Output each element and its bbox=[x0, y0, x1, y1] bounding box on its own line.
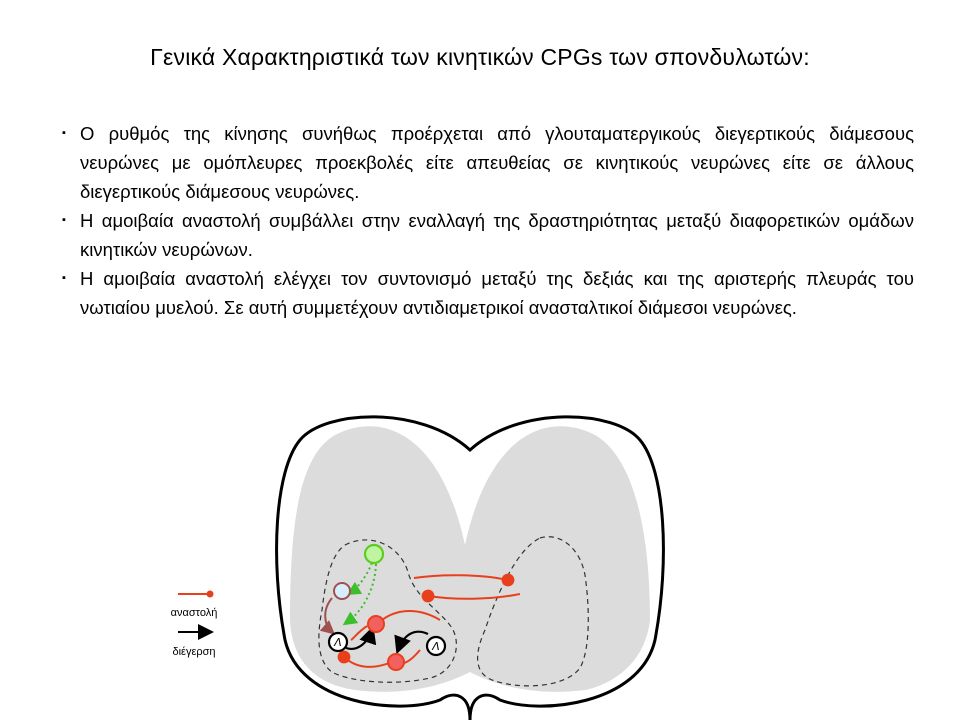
bullet-marker: ▪ bbox=[62, 127, 66, 139]
legend-inhibition-label: αναστολή bbox=[170, 607, 218, 619]
legend-inhibition-dot bbox=[207, 591, 214, 598]
bullet-text: Ο ρυθμός της κίνησης συνήθως προέρχεται από γλουταματεργικούς διεγερτικούς διάμεσους νευρώνες με ομόπλευρες προεκβολές είτε απευθείας σε κινητικούς νευρώνες είτε σε άλλους διεγερτικούς διάμεσους νευρώνες. bbox=[80, 123, 914, 202]
red-motor-neuron-lower bbox=[388, 654, 404, 670]
blue-interneuron bbox=[334, 583, 350, 599]
oscillator-glyph-right: Λ bbox=[432, 640, 440, 653]
slide-title: Γενικά Χαρακτηριστικά των κινητικών CPGs των σπονδυλωτών: bbox=[150, 44, 810, 70]
red-motor-neuron-upper bbox=[368, 616, 384, 632]
bullet-marker: ▪ bbox=[62, 214, 66, 226]
legend-excitation-label: διέγερση bbox=[172, 646, 216, 658]
bullet-text: Η αμοιβαία αναστολή συμβάλλει στην εναλλαγή της δραστηριότητας μεταξύ διαφορετικών ομάδων κινητικών νευρώνων. bbox=[80, 210, 914, 260]
oscillator-glyph-left: Λ bbox=[334, 636, 342, 649]
bullet-marker: ▪ bbox=[62, 272, 66, 284]
green-excitatory-neuron bbox=[365, 545, 383, 563]
bullet-text: Η αμοιβαία αναστολή ελέγχει τον συντονισμό μεταξύ της δεξιάς και της αριστερής πλευράς του νωτιαίου μυελού. Σε αυτή συμμετέχουν αντιδιαμετρικοί ανασταλτικοί διάμεσοι νευρώνες. bbox=[80, 268, 914, 318]
